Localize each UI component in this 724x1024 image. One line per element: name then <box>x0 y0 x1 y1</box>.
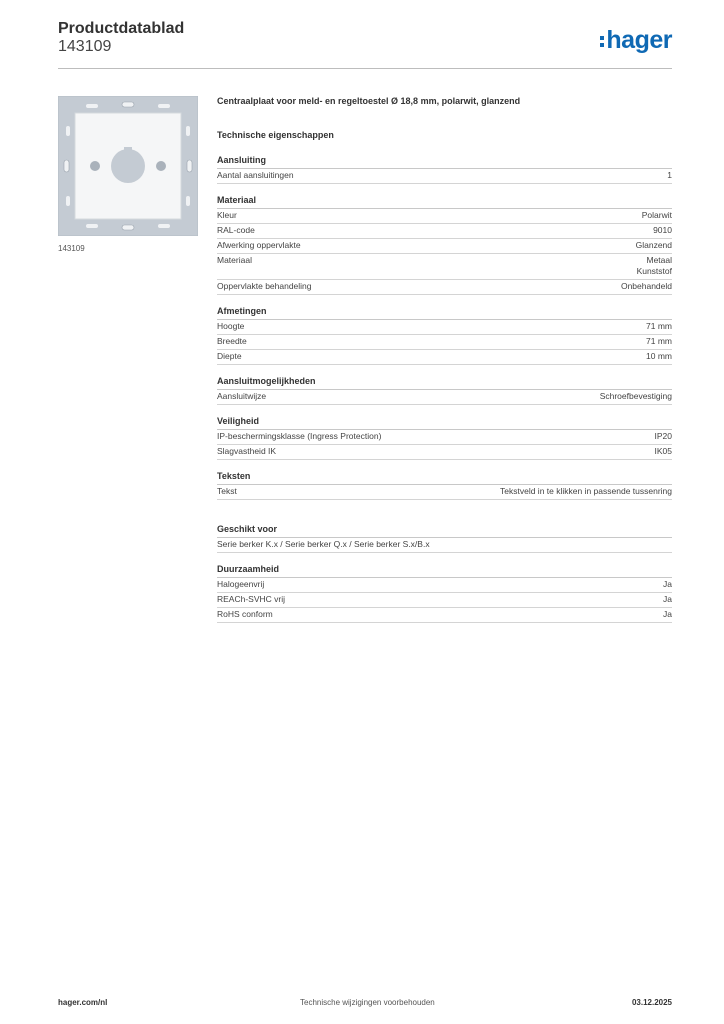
spec-row <box>217 224 672 239</box>
spec-label: Aansluitwijze <box>217 391 267 401</box>
spec-value <box>663 579 672 590</box>
spec-section <box>217 416 672 460</box>
spec-value-line: IP20 <box>654 431 672 441</box>
spec-value <box>642 210 672 221</box>
hager-logo <box>600 26 672 55</box>
spec-row <box>217 320 672 335</box>
spec-label: REACh-SVHC vrij <box>217 594 286 604</box>
spec-section <box>217 306 672 365</box>
spec-value <box>667 170 672 181</box>
spec-row <box>217 445 672 460</box>
header-divider <box>58 68 672 69</box>
spec-label: Aantal aansluitingen <box>217 170 294 180</box>
spec-row <box>217 335 672 350</box>
section-heading: Aansluitmogelijkheden <box>217 376 672 390</box>
spec-value-line: Kunststof <box>636 266 672 276</box>
spec-value <box>600 391 672 402</box>
spec-value-line: Onbehandeld <box>620 281 672 291</box>
spec-row <box>217 538 672 553</box>
spec-value-line: Ja <box>663 579 672 589</box>
spec-label: Halogeenvrij <box>217 579 265 589</box>
spec-label: Serie berker K.x / Serie berker Q.x / Serie berker S.x/B.x <box>217 539 430 549</box>
section-heading: Veiligheid <box>217 416 672 430</box>
footer-website: hager.com/nl <box>58 998 108 1007</box>
spec-section <box>217 524 672 553</box>
spec-value <box>655 431 673 442</box>
spec-value <box>646 321 672 332</box>
spec-value <box>655 446 673 457</box>
spec-value-line: Tekstveld in te klikken in passende tussenring <box>500 486 672 496</box>
spec-row <box>217 280 672 295</box>
product-number: 143109 <box>58 38 112 55</box>
spec-value-line: Ja <box>663 594 672 604</box>
spec-label: RoHS conform <box>217 609 273 619</box>
section-heading: Geschikt voor <box>217 524 672 538</box>
spec-value <box>636 240 672 251</box>
spec-row <box>217 239 672 254</box>
spec-value-line: 71 mm <box>646 321 672 331</box>
spec-section <box>217 155 672 184</box>
spec-value <box>637 255 672 277</box>
product-image <box>58 96 198 236</box>
spec-row <box>217 390 672 405</box>
spec-value <box>646 351 672 362</box>
spec-label: Tekst <box>217 486 237 496</box>
section-heading: Aansluiting <box>217 155 672 169</box>
spec-label: Breedte <box>217 336 247 346</box>
spec-row <box>217 593 672 608</box>
logo-dots-icon <box>600 33 604 50</box>
product-description: Centraalplaat voor meld- en regeltoestel Ø 18,8 mm, polarwit, glanzend <box>217 96 521 106</box>
spec-label: Materiaal <box>217 255 252 265</box>
spec-value <box>663 609 672 620</box>
section-heading: Materiaal <box>217 195 672 209</box>
spec-value <box>500 486 672 497</box>
tech-properties-heading: Technische eigenschappen <box>217 130 334 140</box>
spec-label: Slagvastheid IK <box>217 446 277 456</box>
spec-value-line: Metaal <box>646 255 672 265</box>
spec-section <box>217 471 672 500</box>
spec-row <box>217 430 672 445</box>
spec-section <box>217 564 672 623</box>
spec-value-line: 10 mm <box>646 351 672 361</box>
section-heading: Afmetingen <box>217 306 672 320</box>
spec-row <box>217 350 672 365</box>
spec-label: Afwerking oppervlakte <box>217 240 301 250</box>
footer-notice: Technische wijzigingen voorbehouden <box>300 998 435 1007</box>
spec-value-line: IK05 <box>654 446 672 456</box>
spec-value-line: Ja <box>663 609 672 619</box>
spec-row <box>217 578 672 593</box>
spec-label: Diepte <box>217 351 242 361</box>
spec-content <box>217 96 672 623</box>
spec-section <box>217 376 672 405</box>
spec-label: Kleur <box>217 210 237 220</box>
spec-value-line: 1 <box>667 170 672 180</box>
spec-value <box>646 336 672 347</box>
spec-value-line: Polarwit <box>641 210 672 220</box>
spec-section <box>217 195 672 295</box>
spec-value-line: 9010 <box>653 225 672 235</box>
spec-label: IP-beschermingsklasse (Ingress Protection) <box>217 431 382 441</box>
spec-value <box>653 225 672 236</box>
section-heading: Duurzaamheid <box>217 564 672 578</box>
document-title: Productdatablad <box>58 20 185 37</box>
section-heading: Teksten <box>217 471 672 485</box>
image-caption: 143109 <box>58 244 85 253</box>
spec-value <box>621 281 672 292</box>
spec-label: RAL-code <box>217 225 255 235</box>
spec-sections <box>217 155 672 623</box>
spec-value <box>663 594 672 605</box>
spec-value-line: 71 mm <box>646 336 672 346</box>
spec-row <box>217 485 672 500</box>
logo-text: hager <box>606 26 672 54</box>
spec-row <box>217 608 672 623</box>
spec-value-line: Glanzend <box>635 240 672 250</box>
spec-value-line: Schroefbevestiging <box>599 391 672 401</box>
spec-label: Oppervlakte behandeling <box>217 281 312 291</box>
spec-row <box>217 209 672 224</box>
spec-row <box>217 254 672 280</box>
spec-label: Hoogte <box>217 321 245 331</box>
cover-plate-illustration <box>58 96 198 236</box>
footer-date: 03.12.2025 <box>631 998 672 1007</box>
spec-row <box>217 169 672 184</box>
